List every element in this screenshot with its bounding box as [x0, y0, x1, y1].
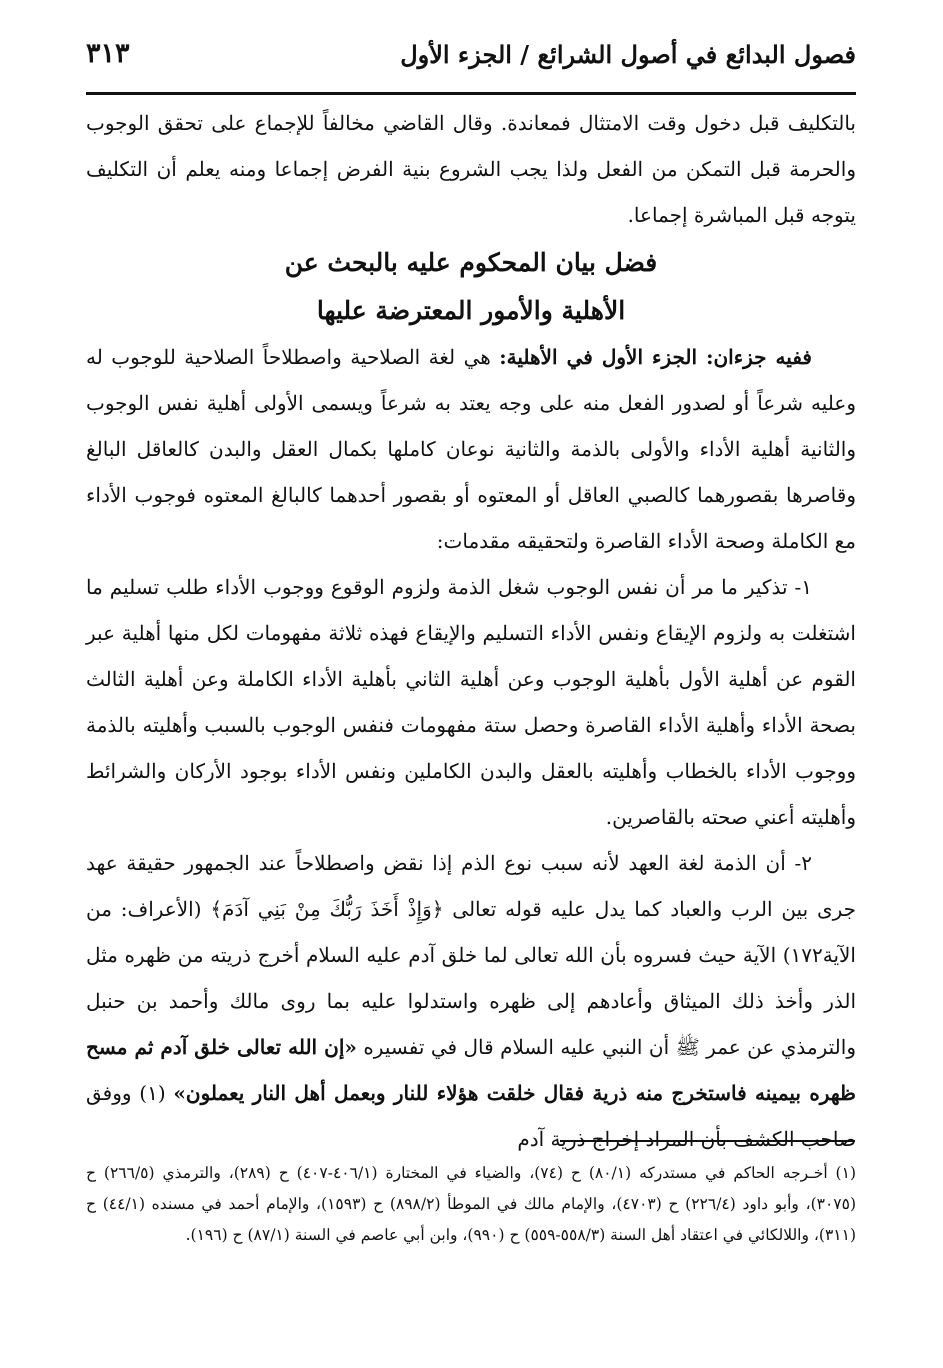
ahliya-definition-text: هي لغة الصلاحية واصطلاحاً الصلاحية للوجوب له وعليه شرعاً أو لصدور الفعل منه على وجه يعتد به شرعاً ويسمى الأولى أهلية نفس الوجوب والثانية أهلية الأداء والأولى بالذمة والثانية نوعان كاملها بكمال العقل والبدن كالعاقل البالغ وقاصرها بقصورهما كالصبي العاقل أو المعتوه أو بقصور أحدهما كالبالغ المعتوه فوجوب الأداء مع الكاملة وصحة الأداء القاصرة ولتحقيقه مقدمات: — [86, 345, 856, 553]
section-heading-line-2: الأهلية والأمور المعترضة عليها — [316, 296, 626, 325]
premise-two-tail: ووفق صاحب الكشف بأن المراد إخراج ذرية آدم — [86, 1081, 856, 1151]
hadith-quote: «إن الله تعالى خلق آدم ثم مسح ظهره بيمينه فاستخرج منه ذرية فقال خلقت هؤلاء للنار وبعمل أهل النار يعملون» — [86, 1035, 856, 1105]
running-header — [86, 34, 856, 88]
footnote-text: (١) أخـرجه الحاكم في مستدركه (٨٠/١) ح (٧٤)، والضياء في المختارة (٤٠٦/١-٤٠٧) ح (٢٨٩)، والترمذي (٢٦٦/٥) ح (٣٠٧٥)، وأبو داود (٢٢٦/٤) ح (٤٧٠٣)، والإمام مالك في الموطأ (٨٩٨/٢) ح (١٥٩٣)، والإمام أحمد في مسنده (٤٤/١) ح (٣١١)، واللالكائي في اعتقاد أهل السنة (٥٥٨/٣-٥٥٩) ح (٩٩٠)، وابن أبي عاصم في السنة (٨٧/١) ح (١٩٦). — [86, 1164, 856, 1244]
page-number: ٣١٣ — [86, 38, 130, 69]
running-title: فصول البدائع في أصول الشرائع / الجزء الأول — [400, 40, 856, 69]
premise-one-paragraph: ١- تذكير ما مر أن نفس الوجوب شغل الذمة ولزوم الوقوع ووجوب الأداء طلب تسليم ما اشتغلت به ولزوم الإيقاع ونفس الأداء التسليم والإيقاع فهذه ثلاثة مفهومات لكل منها أهلية عبر القوم عن أهلية الأول بأهلية الوجوب وعن أهلية الثاني بأهلية الأداء الكاملة وعن أهلية الثالث بصحة الأداء وأهلية الأداء القاصرة وحصل ستة مفهومات فنفس الوجوب بالسبب وأهليته بالذمة ووجوب الأداء بالخطاب وأهليته بالعقل والبدن الكاملين ونفس الأداء بوجود الأركان والشرائط وأهليته أعني صحته بالقاصرين. — [86, 575, 857, 829]
footnote-divider — [560, 1140, 855, 1142]
premise-two-paragraph — [86, 840, 856, 1162]
main-text — [86, 100, 856, 1162]
footnote-reference[interactable]: (١) — [131, 1081, 174, 1105]
intro-paragraph: بالتكليف قبل دخول وقت الامتثال فمعاندة. وقال القاضي مخالفاً للإجماع على تحقق الوجوب والحرمة قبل التمكن من الفعل ولذا يجب الشروع بنية الفرض إجماعا ومنه يعلم أن التكليف يتوجه قبل المباشرة إجماعا. — [86, 111, 856, 227]
header-divider — [86, 92, 856, 95]
ahliya-lead-phrase: ففيه جزءان: الجزء الأول في الأهلية: — [499, 345, 812, 369]
section-heading-line-1: فضل بيان المحكوم عليه بالبحث عن — [284, 248, 658, 277]
ahliya-paragraph — [86, 334, 856, 564]
premise-two-text: ٢- أن الذمة لغة العهد لأنه سبب نوع الذم إذا نقض واصطلاحاً عند الجمهور حقيقة عهد جرى بين الرب والعباد كما يدل عليه قوله تعالى ﴿وَإِذْ أَخَذَ رَبُّكَ مِنْ بَنِي آدَمَ﴾ (الأعراف: من الآية١٧٢) الآية حيث فسروه بأن الله تعالى لما خلق آدم عليه السلام أخرج ذريته من ظهره مثل الذر وأخذ ذلك الميثاق وأعادهم إلى ظهره واستدلوا عليه بما روى مالك وأحمد بن حنبل والترمذي عن عمر ﷺ أن النبي عليه السلام قال في تفسيره — [86, 851, 856, 1059]
